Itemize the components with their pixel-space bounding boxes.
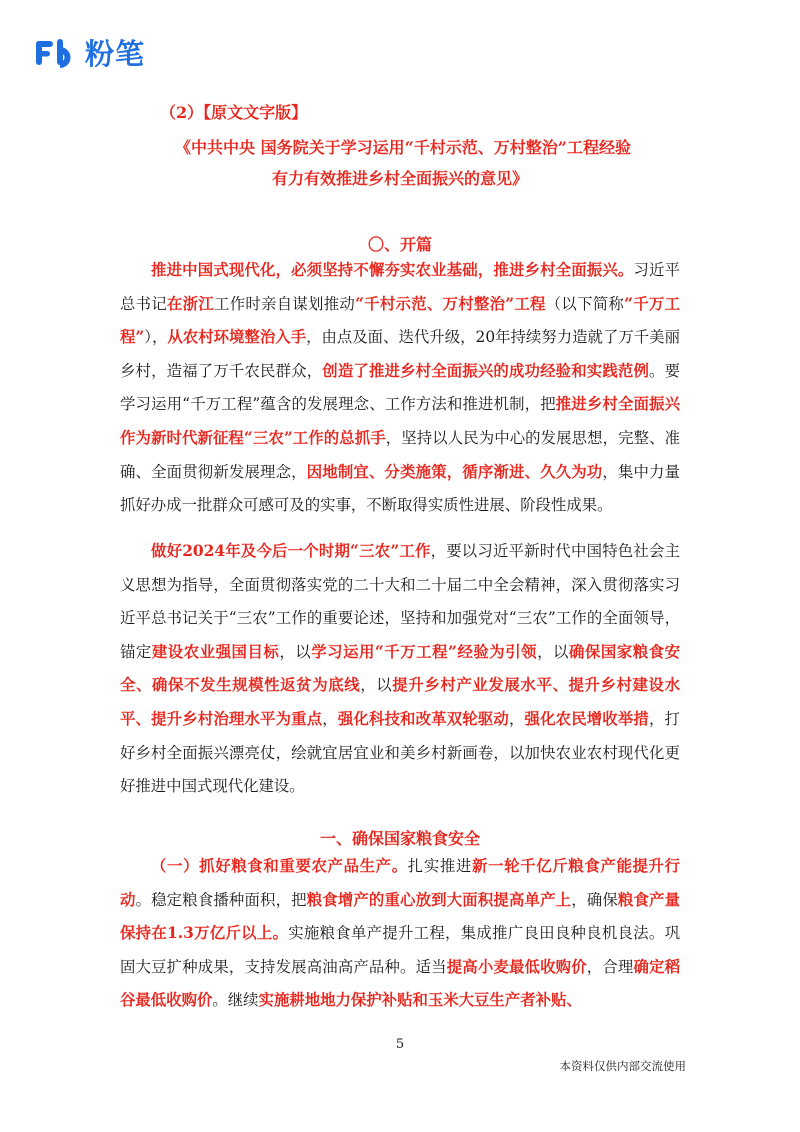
body-text: 实施粮食单产提升工程，集成推广良田良种良机良法。巩固大豆扩种成果，支持发展高油高产品种。适当 <box>120 924 680 976</box>
body-text: ， <box>508 709 525 728</box>
paragraph-opening-2 <box>120 535 680 804</box>
body-text: 。稳定粮食播种面积，把 <box>135 890 307 909</box>
emphasis-text: 建设农业强国目标 <box>151 642 280 661</box>
body-text: ，以 <box>279 642 312 661</box>
body-text: ，集中力量抓好办成一批群众可感可及的实事，不断取得实质性进展、阶段性成果。 <box>120 462 680 515</box>
body-text: ，坚持以人民为中心的发展思想，完整、准确、全面贯彻新发展理念， <box>120 428 680 481</box>
body-text: ）， <box>144 328 168 347</box>
emphasis-text: 因地制宜、分类施策，循序渐进、久久为功 <box>306 462 603 481</box>
emphasis-text: 粮食产量保持在1.3万亿斤以上。 <box>120 890 680 943</box>
body-text: 。继续 <box>212 991 259 1010</box>
doc-title-line2: 有力有效推进乡村全面振兴的意见》 <box>271 169 528 188</box>
emphasis-text: 推进中国式现代化，必须坚持不懈夯实农业基础，推进乡村全面振兴。 <box>151 261 634 279</box>
footer-note: 本资料仅供内部交流使用 <box>559 1059 686 1073</box>
body-text: 习近平总书记 <box>120 261 680 313</box>
emphasis-text: 实施耕地地力保护补贴和玉米大豆生产者补贴、 <box>258 991 582 1010</box>
body-text: ，打好乡村全面振兴漂亮仗，绘就宜居宜业和美乡村新画卷，以加快农业农村现代化更好推进中国式现代化建设。 <box>120 709 680 796</box>
emphasis-text: 提高小麦最低收购价 <box>446 957 587 976</box>
page-number: 5 <box>395 1037 405 1052</box>
doc-title-line1: 《中共中央 国务院关于学习运用“千村示范、万村整治”工程经验 <box>175 138 631 157</box>
emphasis-text: “千万工程” <box>120 294 680 347</box>
body-text: ，合理 <box>586 957 634 976</box>
emphasis-text: 推进乡村全面振兴作为新时代新征程“三农”工作的总抓手 <box>120 395 680 447</box>
section-heading-opening: 〇、开篇 <box>367 235 432 254</box>
paragraph-opening-1 <box>120 254 680 523</box>
body-text: 工作时亲自谋划推动 <box>214 294 356 313</box>
body-text: ，以 <box>360 676 393 695</box>
section-heading-food-security: 一、确保国家粮食安全 <box>319 829 480 848</box>
emphasis-text: 学习运用“千万工程”经验为引领 <box>311 642 538 661</box>
body-text: ，确保 <box>571 890 618 909</box>
emphasis-text: 做好2024年及今后一个时期“三农”工作 <box>151 542 431 560</box>
body-text: ，以 <box>537 642 569 661</box>
emphasis-text: 确定稻谷最低收购价 <box>120 957 680 1010</box>
emphasis-text: 创造了推进乡村全面振兴的成功经验和实践范例 <box>322 361 650 380</box>
body-text: 。要学习运用“千万工程”蕴含的发展理念、工作方法和推进机制，把 <box>120 361 680 414</box>
brand-logo <box>36 32 145 73</box>
body-text: 扎实推进 <box>407 857 472 875</box>
emphasis-text: 在浙江 <box>167 294 215 313</box>
body-text: （以下简称 <box>545 294 625 313</box>
emphasis-text: 新一轮千亿斤粮食产能提升行动 <box>120 857 680 909</box>
emphasis-text: （一）抓好粮食和重要农产品生产。 <box>151 857 408 875</box>
fb-logo-icon <box>36 38 82 68</box>
emphasis-text: 粮食增产的重心放到大面积提高单产上 <box>306 890 572 909</box>
emphasis-text: 从农村环境整治入手 <box>167 328 307 347</box>
body-text: ，要以习近平新时代中国特色社会主义思想为指导，全面贯彻落实党的二十大和二十届二中全会精神，深入贯彻落实习近平总书记关于“三农”工作的重要论述，坚持和加强党对“三农”工作的全面领导，锚定 <box>120 542 680 661</box>
emphasis-text: 强化农民增收举措 <box>524 709 649 728</box>
body-text: ，由点及面、迭代升级，20年持续努力造就了万千美丽乡村，造福了万千农民群众， <box>120 328 680 380</box>
emphasis-text: 强化科技和改革双轮驱动 <box>337 709 509 728</box>
emphasis-text: 确保国家粮食安全、确保不发生规模性返贫为底线 <box>120 642 680 695</box>
body-text: ， <box>322 709 338 728</box>
emphasis-text: “千村示范、万村整治”工程 <box>355 294 546 313</box>
paragraph-food-security-1 <box>120 850 680 1018</box>
doc-label: （2）【原文文字版】 <box>160 103 308 122</box>
brand-name: 粉笔 <box>85 37 146 71</box>
emphasis-text: 提升乡村产业发展水平、提升乡村建设水平、提升乡村治理水平为重点 <box>120 676 680 728</box>
